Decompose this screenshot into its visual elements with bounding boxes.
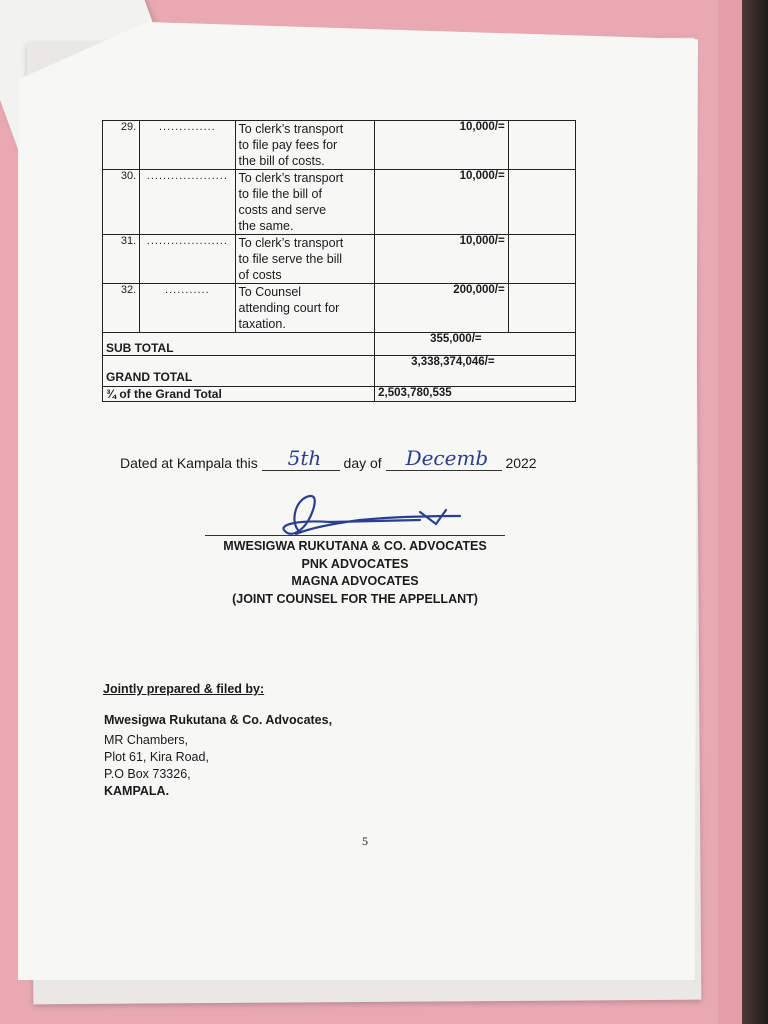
firm-address [104,712,332,800]
three-quarter-value: 2,503,780,535 [375,387,576,402]
month-blank [386,446,502,471]
item-date: .................... [140,170,235,235]
bill-row [103,235,576,284]
item-number: 30. [103,170,140,235]
item-description [235,121,375,170]
description-line: To clerk’s transport [238,122,344,136]
counsel-line-2: PNK ADVOCATES [301,556,409,571]
item-date: ........... [140,284,235,333]
grand-total-label: GRAND TOTAL [103,356,375,387]
counsel-line-3: MAGNA ADVOCATES [291,574,419,588]
item-amount: 10,000/= [375,235,509,284]
handwritten-day: 5th [287,446,322,470]
description-line: costs and serve [238,203,327,217]
bill-row [103,121,576,170]
grand-total-value: 3,338,374,046/= [375,356,576,387]
signature-line [205,535,505,536]
item-number: 32. [103,284,140,333]
firm-line-1: MR Chambers, [104,733,189,747]
prepared-by-heading: Jointly prepared & filed by: [103,682,265,696]
item-number: 29. [103,121,140,170]
item-number: 31. [103,235,140,284]
sub-total-value: 355,000/= [375,333,576,356]
dated-year: 2022 [505,455,537,471]
counsel-line-4: (JOINT COUNSEL FOR THE APPELLANT) [232,591,478,606]
description-line: To clerk’s transport [238,171,344,185]
item-amount: 200,000/= [375,284,509,333]
item-description [235,235,375,284]
dated-prefix: Dated at Kampala this [120,455,258,471]
item-taxed-off [508,284,575,333]
day-blank [262,446,340,471]
item-amount: 10,000/= [375,170,509,235]
description-line: To clerk’s transport [238,236,344,250]
description-line: attending court for [238,301,340,315]
item-description [235,284,375,333]
sub-total-row [103,333,576,356]
item-amount: 10,000/= [375,121,509,170]
description-line: to file the bill of [238,187,322,201]
three-quarter-row [103,387,576,402]
firm-line-4: KAMPALA. [104,784,170,798]
description-line: To Counsel [238,285,302,299]
item-taxed-off [508,121,575,170]
description-line: the bill of costs. [238,154,325,168]
description-line: the same. [238,219,294,233]
sub-total-label: SUB TOTAL [103,333,375,356]
item-taxed-off [508,235,575,284]
bill-of-costs-table [102,120,576,402]
description-line: to file pay fees for [238,138,338,152]
counsel-line-1: MWESIGWA RUKUTANA & CO. ADVOCATES [223,539,487,553]
firm-line-2: Plot 61, Kira Road, [104,750,209,764]
description-line: of costs [238,268,282,282]
bill-row [103,170,576,235]
item-date: .............. [140,121,235,170]
dated-line [120,446,537,471]
three-quarter-label: ¾ of the Grand Total [103,387,375,402]
item-taxed-off [508,170,575,235]
grand-total-row [103,356,576,387]
firm-line-3: P.O Box 73326, [104,767,191,781]
page-number: 5 [362,834,368,848]
counsel-block [200,538,510,608]
handwritten-month: Decemb [405,446,489,470]
bill-row [103,284,576,333]
item-description [235,170,375,235]
dated-middle: day of [343,455,382,471]
firm-name: Mwesigwa Rukutana & Co. Advocates, [104,713,333,727]
description-line: taxation. [238,317,286,331]
description-line: to file serve the bill [238,252,343,266]
item-date: .................... [140,235,235,284]
